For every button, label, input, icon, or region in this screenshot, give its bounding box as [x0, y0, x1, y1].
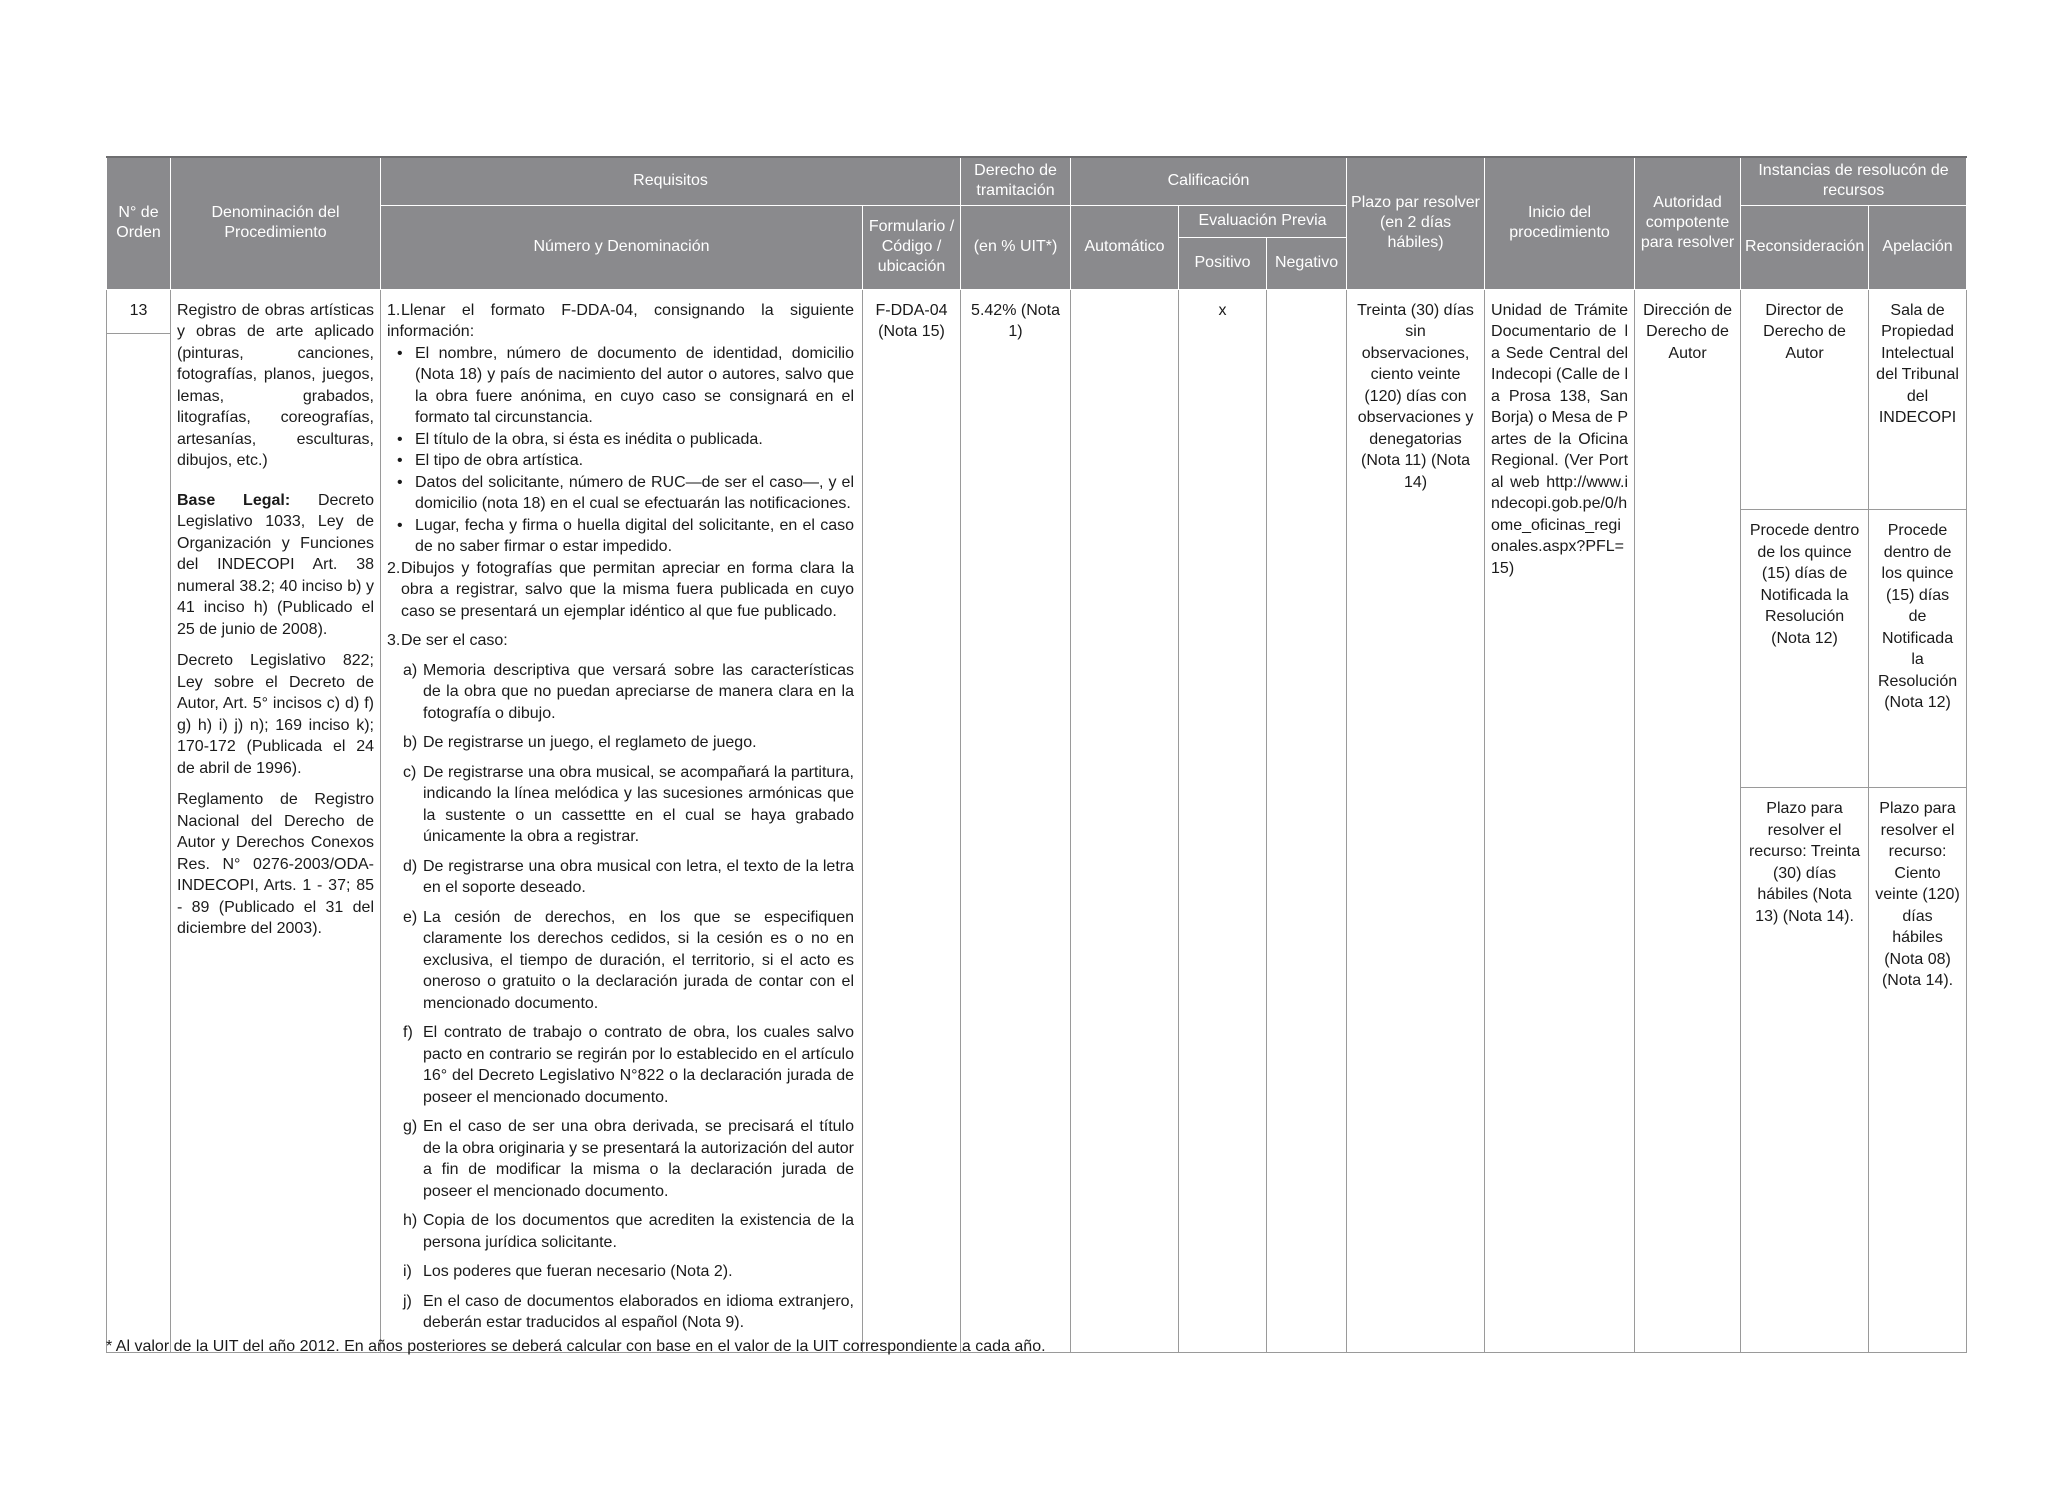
cell-denominacion: [171, 289, 381, 1352]
list-item: • Datos del solicitante, número de RUC—de ser el caso—, y el domicilio (nota 18) en el cual se efectuarán las notificaciones.: [415, 472, 854, 515]
base-legal-1-text: Decreto Legislativo 1033, Ley de Organización y Funciones del INDECOPI Art. 38 numeral 38.2; 40 inciso b) y 41 inciso h) (Publicado el 25 de junio de 2008).: [177, 491, 374, 638]
header-positivo: Positivo: [1179, 237, 1267, 289]
header-formulario: Formulario / Código / ubicación: [863, 205, 961, 289]
requirement-1-number: 1.: [387, 301, 401, 319]
list-item: c) De registrarse una obra musical, se acompañará la partitura, indicando la línea melódica y las sucesiones armónicas que la sustente o un cassettte en el cual se haya grabado únicamente la obra a registrar.: [403, 763, 854, 845]
order-number: 13: [107, 290, 170, 334]
cell-apelacion-3: Plazo para resolver el recurso: Ciento veinte (120) días hábiles (Nota 08) (Nota 14).: [1869, 788, 1967, 1352]
list-item: f) El contrato de trabajo o contrato de obra, los cuales salvo pacto en contrario se regirán por lo establecido en el artículo 16° del Decreto Legislativo N°822 o la declaración jurada de poseer el mencionado documento.: [403, 1024, 854, 1106]
header-automatico: Automático: [1071, 205, 1179, 289]
list-item: d) De registrarse una obra musical con letra, el texto de la letra en el soporte deseado.: [403, 857, 854, 896]
cell-derecho: 5.42% (Nota 1): [961, 289, 1071, 1352]
requirement-3-number: 3.: [387, 632, 401, 649]
header-derecho: Derecho de tramitación: [961, 157, 1071, 205]
header-apelacion: Apelación: [1869, 205, 1967, 289]
header-calificacion: Calificación: [1071, 157, 1347, 205]
header-reconsideracion: Reconsideración: [1741, 205, 1869, 289]
header-plazo: Plazo par resolver (en 2 días hábiles): [1347, 157, 1485, 289]
list-item: j) En el caso de documentos elaborados en idioma extranjero, deberán estar traducidos al español (Nota 9).: [403, 1292, 854, 1331]
table-header: [107, 157, 1967, 289]
cell-automatico: [1071, 289, 1179, 1352]
list-item: b) De registrarse un juego, el reglameto de juego.: [403, 734, 757, 751]
list-item: g) En el caso de ser una obra derivada, se precisará el título de la obra originaria y se presentará la autorización del autor a fin de modificar la misma o la declaración jurada de poseer el mencionado documento.: [403, 1118, 854, 1200]
base-legal-3: Reglamento de Registro Nacional del Derecho de Autor y Derechos Conexos Res. N° 0276-2003/ODA-INDECOPI, Arts. 1 - 37; 85 - 89 (Publicado el 31 del diciembre del 2003).: [177, 791, 374, 937]
requirement-2-text: Dibujos y fotografías que permitan apreciar en forma clara la obra a registrar, salvo que la misma fuera publicada en cuyo caso se presentará un ejemplar idéntico al que fue publicado.: [401, 559, 854, 620]
procedure-table: [106, 156, 1967, 1353]
list-item: i) Los poderes que fueran necesario (Nota 2).: [403, 1263, 733, 1280]
header-requisitos: Requisitos: [381, 157, 961, 205]
cell-requisitos: [381, 289, 863, 1352]
header-autoridad: Autoridad compotente para resolver: [1635, 157, 1741, 289]
cell-reconsideracion-3: Plazo para resolver el recurso: Treinta (30) días hábiles (Nota 13) (Nota 14).: [1741, 788, 1869, 1352]
requirement-1: [387, 300, 854, 558]
procedure-name: Registro de obras artísticas y obras de arte aplicado (pinturas, canciones, fotografías, planos, juegos, lemas, grabados, litografías, coreografías, artesanías, esculturas, dibujos, etc.): [177, 301, 374, 469]
header-orden: N° de Orden: [107, 157, 171, 289]
header-denominacion: Denominación del Procedimiento: [171, 157, 381, 289]
cell-apelacion-2: Procede dentro de los quince (15) días de Notificada la Resolución (Nota 12): [1869, 510, 1967, 788]
header-derecho-sub: (en % UIT*): [961, 205, 1071, 289]
list-item: a) Memoria descriptiva que versará sobre las características de la obra que no puedan apreciarse de manera clara en la fotografía o dibujo.: [403, 661, 854, 722]
list-item: • Lugar, fecha y firma o huella digital del solicitante, en el caso de no saber firmar o estar impedido.: [415, 515, 854, 558]
cell-numero: [107, 289, 171, 1352]
cell-apelacion-1: Sala de Propiedad Intelectual del Tribunal del INDECOPI: [1869, 289, 1967, 510]
table-row: [107, 289, 1967, 510]
header-negativo: Negativo: [1267, 237, 1347, 289]
list-item: h) Copia de los documentos que acrediten la existencia de la persona jurídica solicitante.: [403, 1212, 854, 1251]
procedure-table-container: [106, 156, 1966, 1353]
base-legal-2: Decreto Legislativo 822; Ley sobre el Decreto de Autor, Art. 5° incisos c) d) f) g) h) i) j) n); 169 inciso k); 170-172 (Publicada el 24 de abril de 1996).: [177, 652, 374, 777]
requirement-2: [387, 558, 854, 623]
cell-negativo: [1267, 289, 1347, 1352]
base-legal-label: Base Legal:: [177, 491, 291, 509]
requirement-1-text: Llenar el formato F-DDA-04, consignando la siguiente información:: [387, 301, 854, 340]
cell-inicio: Unidad de Trámite Documentario de la Sede Central del Indecopi (Calle de la Prosa 138, San Borja) o Mesa de Partes de la Oficina Regional. (Ver Portal web http://www.indecopi.gob.pe/0/home_oficinas_regionales.aspx?PFL=15): [1485, 289, 1635, 1352]
list-item: • El título de la obra, si ésta es inédita o publicada.: [415, 429, 854, 451]
cell-autoridad: Dirección de Derecho de Autor: [1635, 289, 1741, 1352]
list-item: • El nombre, número de documento de identidad, domicilio (Nota 18) y país de nacimiento del autor o autores, salvo que la obra fuere anónima, en cuyo caso se consignará en el formato tal circunstancia.: [415, 343, 854, 429]
cell-positivo: x: [1179, 289, 1267, 1352]
table-body: [107, 289, 1967, 1352]
cell-plazo: Treinta (30) días sin observaciones, ciento veinte (120) días con observaciones y denegatorias (Nota 11) (Nota 14): [1347, 289, 1485, 1352]
list-item: • El tipo de obra artística.: [415, 450, 854, 472]
header-evaluacion-previa: Evaluación Previa: [1179, 205, 1347, 237]
header-instancias: Instancias de resolucón de recursos: [1741, 157, 1967, 205]
header-inicio: Inicio del procedimiento: [1485, 157, 1635, 289]
base-legal-1: [177, 490, 374, 641]
cell-reconsideracion-2: Procede dentro de los quince (15) días de Notificada la Resolución (Nota 12): [1741, 510, 1869, 788]
requirement-2-number: 2.: [387, 559, 401, 577]
requirement-1-bullets: [387, 343, 854, 558]
cell-formulario: F-DDA-04 (Nota 15): [863, 289, 961, 1352]
footnote: * Al valor de la UIT del año 2012. En años posteriores se deberá calcular con base en el valor de la UIT correspondiente a cada año.: [106, 1338, 1046, 1355]
requirement-3: [387, 630, 854, 1334]
header-numero-denominacion: Número y Denominación: [381, 205, 863, 289]
list-item: e) La cesión de derechos, en los que se especifiquen claramente los derechos cedidos, si la cesión es o no en exclusiva, el tiempo de duración, el territorio, si el acto es oneroso o gratuito o la declaración jurada de contar con el mencionado documento.: [403, 908, 854, 1012]
requirement-3-items: [387, 660, 854, 1334]
requirement-3-text: De ser el caso:: [401, 632, 508, 649]
cell-reconsideracion-1: Director de Derecho de Autor: [1741, 289, 1869, 510]
